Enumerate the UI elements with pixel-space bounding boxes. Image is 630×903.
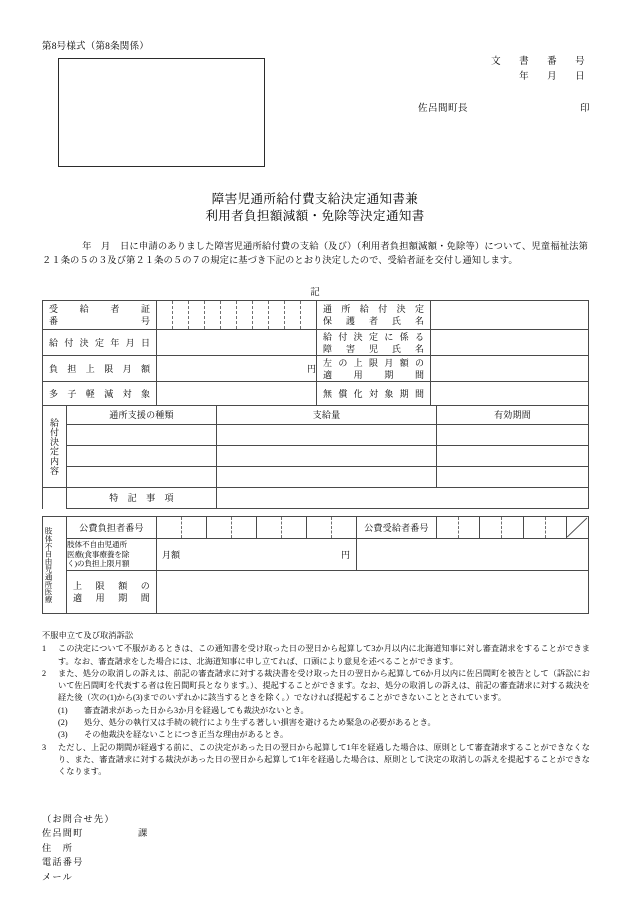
table-row bbox=[43, 330, 589, 356]
num-cell[interactable] bbox=[301, 301, 316, 329]
num-cell[interactable] bbox=[285, 301, 301, 329]
num-cell[interactable] bbox=[257, 517, 282, 538]
lead-text: 年 月 日に申請のありました障害児通所給付費の支給（及び）（利用者負担額減額・免除等）について、児童福祉法第２１条の５の３及び第２１条の５の７の規定に基づき下記のとおり決定したので、受給者証を交付し通知します。 bbox=[42, 242, 588, 267]
column-header-service-type: 通所支援の種類 bbox=[67, 406, 217, 425]
medical-cap-unit: 円 bbox=[340, 550, 350, 560]
contact-address-label: 住 所 bbox=[42, 842, 74, 853]
num-cell[interactable] bbox=[207, 517, 232, 538]
label-monthly-cap-text: 負担上限月額 bbox=[49, 363, 150, 374]
num-cell[interactable] bbox=[282, 517, 307, 538]
label-medical-side bbox=[43, 517, 67, 614]
label-medical-cap-line1: 肢体不自由児通所 bbox=[67, 540, 127, 550]
medical-cap-prefix: 月額 bbox=[162, 550, 181, 560]
contact-heading: （お問合せ先） bbox=[42, 814, 115, 824]
seal-mark: 印 bbox=[579, 104, 590, 114]
label-payer-number: 公費負担者番号 bbox=[67, 517, 157, 539]
label-free-period bbox=[317, 382, 431, 406]
label-guardian-name bbox=[317, 301, 431, 330]
notice-sub-item-number: (1) bbox=[58, 705, 68, 715]
label-remarks: 特 記 事 項 bbox=[67, 488, 217, 509]
contact-division: 課 bbox=[138, 828, 149, 839]
notice-item-text: ただし、上記の期間が経過する前に、この決定があった日の翌日から起算して1年を経過した場合は、原則として審査請求することができなくなり、また、審査請求に対する裁決があった日の翌日から起算して1年を経過した場合は、原則として決定の取消しの訴えを提起することができなくなります。 bbox=[58, 742, 590, 777]
cell-service-type[interactable] bbox=[67, 467, 217, 488]
table-row bbox=[43, 356, 589, 382]
page-title-line1: 障害児通所給付費支給決定通知書兼 bbox=[211, 192, 419, 206]
label-child-name-line1: 給 付 決 定 に 係 る bbox=[323, 331, 424, 342]
num-cell[interactable] bbox=[221, 301, 237, 329]
num-cell[interactable] bbox=[237, 301, 253, 329]
label-child-name bbox=[317, 330, 431, 356]
field-medical-period[interactable] bbox=[157, 571, 589, 614]
notice-sub-item-text: 処分、処分の執行又は手続の続行により生ずる著しい損害を避けるため緊急の必要があるとき。 bbox=[84, 718, 436, 728]
table-row bbox=[43, 446, 589, 467]
notice-sub-item bbox=[58, 729, 590, 741]
num-cell[interactable] bbox=[253, 301, 269, 329]
field-cap-period[interactable] bbox=[431, 356, 589, 382]
date-label-day: 日 bbox=[575, 72, 585, 82]
table-row bbox=[43, 301, 589, 330]
num-cell[interactable] bbox=[307, 517, 332, 538]
notice-sub-item-number: (2) bbox=[58, 718, 68, 728]
recipient-address-box[interactable] bbox=[58, 58, 265, 167]
doc-label-4: 号 bbox=[575, 57, 585, 67]
num-cell[interactable] bbox=[189, 301, 205, 329]
field-payer-number[interactable] bbox=[157, 517, 357, 539]
payer-number-cells bbox=[157, 517, 356, 538]
field-child-name[interactable] bbox=[431, 330, 589, 356]
label-decision-content-vertical: 給付決定内容 bbox=[49, 417, 59, 476]
notice-item bbox=[42, 668, 590, 705]
notice-item-text: この決定について不服があるときは、この通知書を受け取った日の翌日から起算して3か月以内に北海道知事に対し審査請求をすることができます。なお、審査請求をした場合には、北海道知事に申し立てれば、口頭により意見を述べることができます。 bbox=[58, 644, 590, 666]
label-cap-period-line1: 左 の 上 限 月 額 の bbox=[323, 357, 424, 368]
field-recipient-number[interactable] bbox=[157, 301, 317, 330]
check-digit-slash-icon bbox=[437, 517, 588, 538]
label-medical-cap bbox=[67, 539, 157, 571]
notice-item-number: 1 bbox=[42, 644, 47, 654]
notice-sub-item-number: (3) bbox=[58, 730, 68, 740]
doc-label-3: 番 bbox=[547, 57, 557, 67]
lead-paragraph bbox=[42, 240, 588, 268]
cell-valid-period[interactable] bbox=[437, 446, 589, 467]
contact-town: 佐呂間町 bbox=[42, 828, 84, 839]
date-label-year: 年 bbox=[519, 72, 529, 82]
table-row bbox=[43, 517, 589, 539]
label-multichild-reduction-text: 多子軽減対象 bbox=[49, 388, 150, 399]
notice-heading: 不服申立て及び取消訴訟 bbox=[42, 631, 134, 640]
label-medical-period-line1: 上 限 額 の bbox=[73, 581, 150, 591]
table-row bbox=[43, 539, 589, 571]
table-row bbox=[43, 382, 589, 406]
field-remarks[interactable] bbox=[217, 488, 589, 509]
table-row bbox=[43, 425, 589, 446]
label-guardian-name-line2: 保 護 者 氏 名 bbox=[323, 316, 424, 326]
issuer-line bbox=[394, 100, 594, 114]
label-medical-cap-line2: 医療(食事療養を除 bbox=[67, 549, 130, 559]
column-header-valid-period: 有効期間 bbox=[437, 406, 589, 425]
document-number-line bbox=[424, 55, 594, 70]
num-cell[interactable] bbox=[173, 301, 189, 329]
medical-table bbox=[42, 516, 589, 614]
label-child-name-line2: 障 害 児 氏 名 bbox=[323, 343, 424, 354]
field-medical-cap-extra[interactable] bbox=[357, 539, 589, 571]
table-row bbox=[43, 571, 589, 614]
form-number: 第8号様式（第8条関係） bbox=[42, 42, 149, 52]
label-cap-period-line2: 適 用 期 間 bbox=[323, 369, 424, 380]
label-decision-content-side bbox=[43, 406, 67, 488]
table-row bbox=[43, 488, 589, 509]
appeal-notice bbox=[42, 630, 590, 779]
notice-item-number: 3 bbox=[42, 742, 47, 752]
label-medical-period-line2: 適 用 期 間 bbox=[73, 593, 150, 603]
label-multichild-reduction bbox=[43, 382, 157, 406]
medical-cap-money-row bbox=[157, 548, 356, 561]
date-spacer bbox=[482, 70, 510, 85]
contact-mail-label: メール bbox=[42, 871, 73, 882]
monthly-cap-unit: 円 bbox=[306, 364, 316, 374]
page-title-line2: 利用者負担額減額・免除等決定通知書 bbox=[205, 209, 425, 223]
doc-label-2: 書 bbox=[519, 57, 529, 67]
label-recipient-public-number: 公費受給者番号 bbox=[357, 517, 437, 539]
table-row bbox=[43, 406, 589, 425]
label-recipient-number-line1: 受 給 者 証 bbox=[49, 304, 150, 314]
cell-service-type[interactable] bbox=[67, 446, 217, 467]
date-label-month: 月 bbox=[547, 72, 557, 82]
field-decision-date[interactable] bbox=[157, 330, 317, 356]
num-cell[interactable] bbox=[157, 517, 182, 538]
num-cell[interactable] bbox=[182, 517, 207, 538]
cell-service-type[interactable] bbox=[67, 425, 217, 446]
cell-valid-period[interactable] bbox=[437, 425, 589, 446]
label-decision-date-text: 給付決定年月日 bbox=[49, 337, 150, 348]
notice-item-text: また、処分の取消しの訴えは、前記の審査請求に対する裁決書を受け取った日の翌日から起算して6か月以内に佐呂間町を被告として（訴訟において佐呂間町を代表する者は佐呂間町長となります。）、提起することができます。なお、処分の取消しの訴えは、前記の審査請求に対する裁決を経た後（次の(1)から(3)までのいずれかに該当するときを除く。）でなければ提起することができないこととされています。 bbox=[58, 668, 590, 703]
cell-amount[interactable] bbox=[217, 467, 437, 488]
recipient-number-cells bbox=[157, 301, 316, 329]
decision-content-table bbox=[42, 405, 589, 509]
main-info-table bbox=[42, 300, 589, 406]
field-recipient-public-number[interactable] bbox=[437, 517, 589, 539]
field-monthly-cap[interactable] bbox=[157, 356, 317, 382]
table-row bbox=[43, 467, 589, 488]
field-free-period[interactable] bbox=[431, 382, 589, 406]
contact-town-row bbox=[42, 826, 148, 840]
column-header-amount: 支給量 bbox=[217, 406, 437, 425]
num-cell[interactable] bbox=[332, 517, 356, 538]
page-title bbox=[0, 191, 630, 225]
num-cell[interactable] bbox=[269, 301, 285, 329]
contact-block bbox=[42, 812, 148, 884]
document-meta bbox=[424, 55, 594, 85]
label-cap-period bbox=[317, 356, 431, 382]
label-medical-vertical: 肢体不自由児通所医療 bbox=[44, 527, 53, 603]
field-guardian-name[interactable] bbox=[431, 301, 589, 330]
label-monthly-cap bbox=[43, 356, 157, 382]
document-date-line bbox=[424, 70, 594, 85]
mayor-name: 佐呂間町長 bbox=[418, 104, 469, 114]
label-decision-date bbox=[43, 330, 157, 356]
label-recipient-number-line2: 番 号 bbox=[49, 316, 150, 326]
num-cell[interactable] bbox=[157, 301, 173, 329]
notice-sub-item-text: その他裁決を経ないことにつき正当な理由があるとき。 bbox=[84, 730, 289, 740]
label-recipient-number bbox=[43, 301, 157, 330]
notice-sub-item bbox=[58, 717, 590, 729]
label-medical-cap-line3: く)の負担上限月額 bbox=[67, 559, 130, 569]
contact-phone-label: 電話番号 bbox=[42, 857, 84, 868]
field-multichild-reduction[interactable] bbox=[157, 382, 317, 406]
cell-amount[interactable] bbox=[217, 446, 437, 467]
label-medical-period bbox=[67, 571, 157, 614]
cell-valid-period[interactable] bbox=[437, 467, 589, 488]
label-guardian-name-line1: 通 所 給 付 決 定 bbox=[323, 304, 424, 314]
cell-amount[interactable] bbox=[217, 425, 437, 446]
notice-item-number: 2 bbox=[42, 668, 47, 678]
notice-item bbox=[42, 742, 590, 779]
num-cell[interactable] bbox=[205, 301, 221, 329]
notice-sub-item-text: 審査請求があった日から3か月を経過しても裁決がないとき。 bbox=[84, 705, 309, 715]
num-cell[interactable] bbox=[232, 517, 257, 538]
notice-sub-item bbox=[58, 705, 590, 717]
spacer-cell bbox=[43, 488, 67, 509]
notice-item bbox=[42, 643, 590, 668]
field-medical-cap[interactable] bbox=[157, 539, 357, 571]
ki-marker: 記 bbox=[310, 288, 320, 298]
doc-label-1: 文 bbox=[491, 57, 501, 67]
label-free-period-text: 無償化対象期間 bbox=[323, 388, 424, 399]
